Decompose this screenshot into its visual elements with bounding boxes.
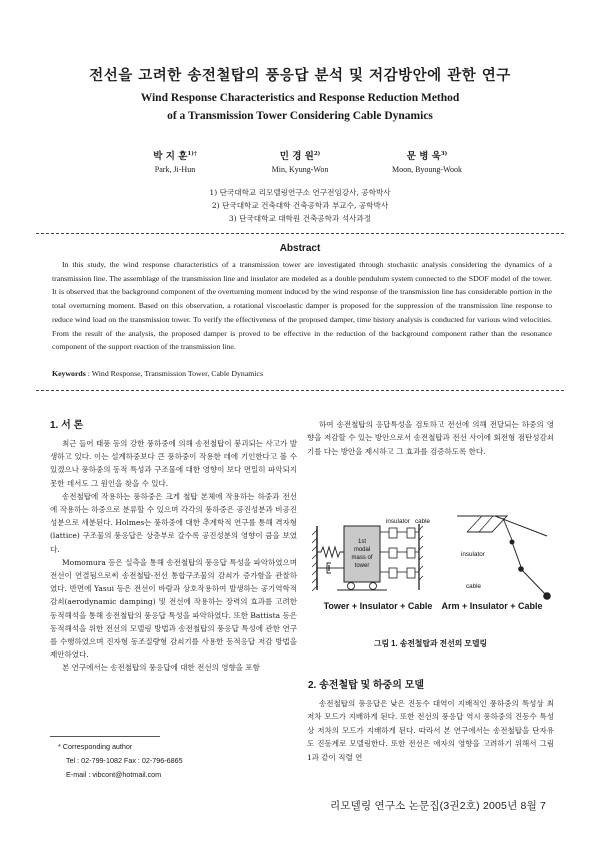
svg-text:cable: cable [415, 518, 431, 525]
author-2-korean: 민 경 원 [279, 151, 314, 162]
author-3-korean: 문 병 욱 [406, 151, 441, 162]
affiliation-2: 2) 단국대학교 건축대학 건축공학과 부교수, 공학박사 [211, 201, 389, 210]
right-column-body [307, 418, 554, 458]
author-1-korean: 박 지 훈 [153, 151, 188, 162]
modal-mass-label: 1st [357, 539, 367, 545]
section1-paragraph: 송전철탑에 작용하는 풍하중은 크게 철탑 본체에 작용하는 하중과 전선에 작용하는 하중으로 분류할 수 있으며 각각의 풍하중은 공진성분과 비공진 성분으로 세분된다. Holmes는 풍하중에 대한 추계학적 연구를 통해 격자형(lattice) 구조물의 풍응답은 상층부로 갈수록 공진성분의 영향이 큼을 보였다. [50, 491, 297, 554]
section1-paragraph: 최근 들어 태풍 등의 강한 풍하중에 의해 송전철탑이 붕괴되는 사고가 발생하고 있다. 이는 설계하중보다 큰 풍하중이 작용한 데에 기인한다고 볼 수 있겠으나 풍하중의 동적 특성과 구조물에 대한 영향이 보다 면밀히 파악되지 못한 데서도 그 원인을 찾을 수 있다. [50, 439, 297, 488]
footnote [58, 740, 183, 782]
section2-heading: 2. 송전철탑 및 하중의 모델 [308, 680, 425, 691]
keywords-label: Keywords [52, 369, 86, 378]
figure1-right-insulator-label: insulator [461, 551, 485, 558]
abstract-heading: Abstract [279, 243, 321, 254]
divider-top [36, 233, 564, 234]
author-2-english: Min, Kyung-Won [271, 165, 329, 174]
keywords-text: : Wind Response, Transmission Tower, Cable Dynamics [85, 369, 264, 378]
svg-text:mass of: mass of [351, 555, 373, 561]
affiliations [0, 186, 600, 225]
author-2 [235, 148, 365, 174]
svg-text:tower: tower [354, 563, 370, 569]
figure1-left-caption: Tower + Insulator + Cable [323, 601, 433, 611]
footnote-corresponding: * Corresponding author [58, 742, 133, 751]
section1-paragraph: Momomura 등은 실측을 통해 송전철탑의 풍응답 특성을 파악하였으며 전선이 연결됨으로써 송전철탑-전선 통합구조물의 감쇠가 증가함을 관찰하였다. 반면에 Yasui 등은 전선이 바람과 상호작용하여 발생하는 공기역학적 감쇠(aerodynamic damping) 및 전선에 작용하는 장력의 효과를 고려한 동적해석을 통해 송전철탑의 풍응답 특성을 파악하였다. 또한 Battista 등은 동적해석을 위한 전선의 모델링 방법과 송전철탑의 풍응답 특성에 관한 연구를 수행하였으며 진자형 동조질량형 감쇠기를 사용한 동적응답 저감 방법을 제안하였다. [50, 557, 297, 660]
author-3 [362, 148, 492, 174]
author-1 [110, 148, 240, 174]
author-2-sup: 2) [313, 150, 321, 157]
figure1-right-model [457, 516, 551, 600]
footnote-rule [50, 736, 160, 737]
section1-body [50, 437, 297, 675]
section1-paragraph: 본 연구에서는 송전철탑의 풍응답에 대한 전선의 영향을 포함 [62, 663, 260, 673]
figure1-left-model [312, 518, 431, 591]
page-footer: 리모델링 연구소 논문집(3권2호) 2005년 8월 7 [330, 800, 547, 812]
figure1-right-caption: Arm + Insulator + Cable [441, 601, 543, 611]
paper-title-english-line1: Wind Response Characteristics and Response Reduction Method [140, 92, 460, 104]
author-3-sup: 3) [440, 150, 448, 157]
author-1-english: Park, Ji-Hun [154, 165, 196, 174]
modal-mass-block [344, 526, 380, 582]
footnote-email: E-mail : vibcont@hotmail.com [66, 770, 162, 779]
figure1 [307, 510, 557, 635]
paper-title-english-line2: of a Transmission Tower Considering Cable Dynamics [167, 110, 433, 122]
svg-text:modal: modal [353, 547, 371, 553]
section2-paragraph: 송전철탑의 풍응답은 낮은 진동수 대역이 지배적인 풍하중의 특성상 최저차 모드가 지배하게 된다. 또한 전선의 풍응답 역시 풍하중의 진동수 특성상 저차의 모드가 지배하게 된다. 따라서 본 연구에서는 송전철탑을 단자유도 진동계로 모델링한다. 또한 전선은 애자의 영향을 고려하기 위해서 그림 1과 같이 직렬 연 [307, 699, 554, 762]
author-1-sup: 1)† [187, 150, 197, 157]
affiliation-1: 1) 단국대학교 리모델링연구소 연구전임강사, 공학박사 [209, 188, 391, 197]
footnote-phone: Tel : 02-799-1082 Fax : 02-796-6865 [66, 756, 183, 765]
section2-body [307, 697, 554, 764]
figure1-caption: 그림 1. 송전철탑과 전선의 모델링 [373, 639, 488, 648]
keywords [52, 369, 263, 378]
paper-title-korean: 전선을 고려한 송전철탑의 풍응답 분석 및 저감방안에 관한 연구 [89, 67, 511, 84]
divider-bottom [36, 390, 564, 391]
figure1-right-cable-label: cable [466, 583, 482, 590]
affiliation-3: 3) 단국대학교 대학원 건축공학과 석사과정 [228, 214, 372, 223]
abstract-text: In this study, the wind response characteristics of a transmission tower are investigated through stochastic analysis considering the dynamics of a transmission line. The assemblage of the transmission line and insulator are modeled as a double pendulum system connected to the SDOF model of the tower. It is observed that the background component of the overturning moment induced by the wind response of the transmission line has considerable portion in the total overturning moment. Based on this observation, a rotational viscoelastic damper is proposed for the suppression of the transmission line response to reduce wind load on the transmission tower. To verify the effectiveness of the proposed damper, time history analysis is conducted for various wind velocities. From the result of the analysis, the proposed damper is proved to be effective in the reduction of the background component rather than the resonance component of the support reaction of the transmission line. [52, 260, 552, 352]
section1-heading: 1. 서 론 [50, 420, 84, 431]
author-3-english: Moon, Byoung-Wook [391, 165, 463, 174]
right-column-paragraph: 하여 송전철탑의 응답특성을 검토하고 전선에 의해 전달되는 하중의 영향을 저감할 수 있는 방안으로서 송전철탑과 전선 사이에 회전형 점탄성감쇠기를 다는 방안을 제시하고 그 효과를 검증하도록 한다. [307, 420, 554, 456]
figure1-insulator-label: insulator [386, 518, 410, 525]
